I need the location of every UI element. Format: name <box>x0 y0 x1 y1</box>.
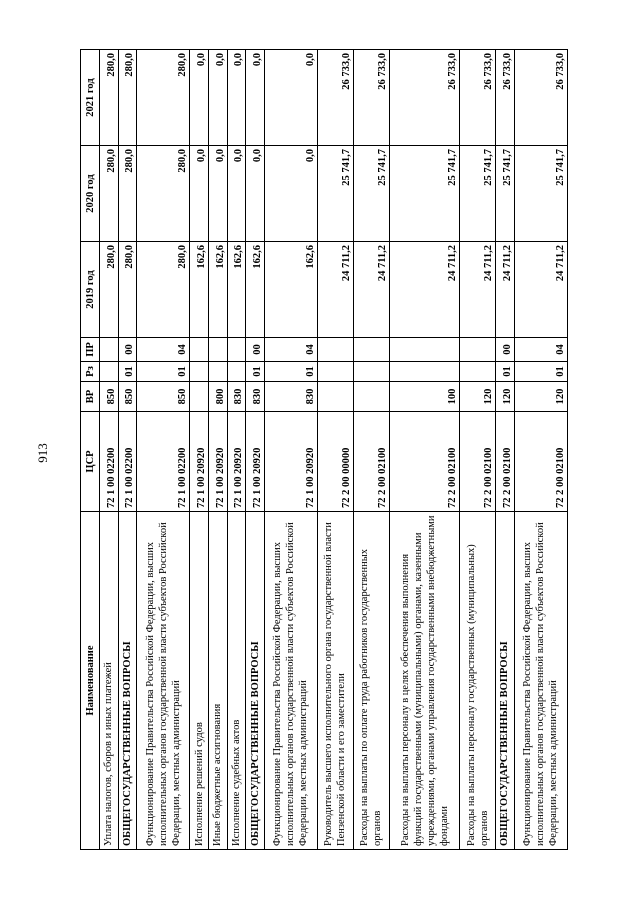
row-vr: 830 <box>264 382 317 412</box>
row-csr: 72 2 00 02100 <box>514 412 567 512</box>
row-name: ОБЩЕГОСУДАРСТВЕННЫЕ ВОПРОСЫ <box>246 512 265 850</box>
row-2020: 0,0 <box>227 146 246 242</box>
row-2020: 280,0 <box>100 146 119 242</box>
row-csr: 72 1 00 20920 <box>190 412 209 512</box>
row-rz: 01 <box>496 362 515 382</box>
row-csr: 72 1 00 02200 <box>137 412 190 512</box>
row-2019: 280,0 <box>100 242 119 338</box>
row-vr: 120 <box>460 382 496 412</box>
row-pr <box>460 338 496 362</box>
row-2021: 26 733,0 <box>496 50 515 146</box>
table-row <box>209 50 228 850</box>
row-vr: 850 <box>118 382 137 412</box>
row-2019: 24 711,2 <box>318 242 354 338</box>
header-pr: ПР <box>81 338 100 362</box>
row-name: Иные бюджетные ассигнования <box>209 512 228 850</box>
row-vr: 830 <box>227 382 246 412</box>
row-2021: 26 733,0 <box>514 50 567 146</box>
row-rz <box>353 362 389 382</box>
row-2021: 26 733,0 <box>353 50 389 146</box>
row-2019: 162,6 <box>264 242 317 338</box>
row-2020: 280,0 <box>137 146 190 242</box>
row-csr: 72 1 00 02200 <box>100 412 119 512</box>
header-csr: ЦСР <box>81 412 100 512</box>
row-vr: 100 <box>389 382 459 412</box>
row-name: Функционирование Правительства Российской Федерации, высших исполнительных органов государственной власти субъектов Российской Федерации, местных администраций <box>264 512 317 850</box>
row-rz: 01 <box>264 362 317 382</box>
row-pr <box>353 338 389 362</box>
row-2019: 24 711,2 <box>514 242 567 338</box>
table-row <box>264 50 317 850</box>
table-row <box>389 50 459 850</box>
row-2020: 25 741,7 <box>318 146 354 242</box>
row-csr: 72 2 00 02100 <box>460 412 496 512</box>
row-rz <box>460 362 496 382</box>
row-name: ОБЩЕГОСУДАРСТВЕННЫЕ ВОПРОСЫ <box>118 512 137 850</box>
row-name: Функционирование Правительства Российской Федерации, высших исполнительных органов государственной власти субъектов Российской Федерации, местных администраций <box>514 512 567 850</box>
row-2019: 280,0 <box>137 242 190 338</box>
row-csr: 72 1 00 02200 <box>118 412 137 512</box>
row-2019: 280,0 <box>118 242 137 338</box>
row-2019: 24 711,2 <box>496 242 515 338</box>
row-name: ОБЩЕГОСУДАРСТВЕННЫЕ ВОПРОСЫ <box>496 512 515 850</box>
row-name: Расходы на выплаты по оплате труда работников государственных органов <box>353 512 389 850</box>
row-pr <box>227 338 246 362</box>
table-row <box>190 50 209 850</box>
row-csr: 72 2 00 02100 <box>353 412 389 512</box>
row-vr: 850 <box>137 382 190 412</box>
table-row <box>514 50 567 850</box>
row-name: Расходы на выплаты персоналу в целях обеспечения выполнения функций государственными (муниципальными) органами, казенными учреждениями, органами управления государственными внебюджетными фондами <box>389 512 459 850</box>
row-rz: 01 <box>137 362 190 382</box>
row-2020: 25 741,7 <box>353 146 389 242</box>
header-2019: 2019 год <box>81 242 100 338</box>
row-2021: 0,0 <box>264 50 317 146</box>
row-rz <box>227 362 246 382</box>
row-2021: 280,0 <box>100 50 119 146</box>
row-2020: 0,0 <box>246 146 265 242</box>
row-2019: 24 711,2 <box>353 242 389 338</box>
row-rz <box>100 362 119 382</box>
row-vr <box>318 382 354 412</box>
row-vr <box>353 382 389 412</box>
row-2020: 0,0 <box>190 146 209 242</box>
row-pr <box>190 338 209 362</box>
row-2021: 26 733,0 <box>389 50 459 146</box>
table-row <box>100 50 119 850</box>
table-row <box>246 50 265 850</box>
row-vr: 830 <box>246 382 265 412</box>
row-vr: 120 <box>496 382 515 412</box>
row-pr: 00 <box>496 338 515 362</box>
row-pr: 04 <box>264 338 317 362</box>
budget-table <box>80 49 568 850</box>
page-number: 913 <box>35 442 50 463</box>
row-pr <box>209 338 228 362</box>
row-pr: 04 <box>514 338 567 362</box>
row-pr <box>100 338 119 362</box>
row-2020: 0,0 <box>264 146 317 242</box>
row-vr: 120 <box>514 382 567 412</box>
row-2019: 24 711,2 <box>460 242 496 338</box>
table-row <box>460 50 496 850</box>
row-pr <box>389 338 459 362</box>
row-name: Уплата налогов, сборов и иных платежей <box>100 512 119 850</box>
row-rz <box>389 362 459 382</box>
row-vr: 800 <box>209 382 228 412</box>
row-csr: 72 1 00 20920 <box>264 412 317 512</box>
row-csr: 72 2 00 02100 <box>496 412 515 512</box>
row-vr: 850 <box>100 382 119 412</box>
header-2021: 2021 год <box>81 50 100 146</box>
row-rz <box>209 362 228 382</box>
row-name: Исполнение судебных актов <box>227 512 246 850</box>
row-csr: 72 1 00 20920 <box>246 412 265 512</box>
table-row <box>118 50 137 850</box>
row-2020: 25 741,7 <box>460 146 496 242</box>
row-csr: 72 1 00 20920 <box>227 412 246 512</box>
table-row <box>353 50 389 850</box>
row-2020: 280,0 <box>118 146 137 242</box>
table-row <box>318 50 354 850</box>
row-2021: 0,0 <box>227 50 246 146</box>
row-2021: 280,0 <box>118 50 137 146</box>
row-pr <box>318 338 354 362</box>
header-rz: Рз <box>81 362 100 382</box>
row-2019: 162,6 <box>209 242 228 338</box>
row-csr: 72 2 00 02100 <box>389 412 459 512</box>
header-name: Наименование <box>81 512 100 850</box>
row-2021: 26 733,0 <box>318 50 354 146</box>
row-2021: 0,0 <box>209 50 228 146</box>
header-2020: 2020 год <box>81 146 100 242</box>
table-row <box>227 50 246 850</box>
table-header-row <box>81 50 100 850</box>
row-name: Расходы на выплаты персоналу государственных (муниципальных) органов <box>460 512 496 850</box>
header-vr: ВР <box>81 382 100 412</box>
row-rz: 01 <box>246 362 265 382</box>
page-number-container <box>29 0 57 905</box>
budget-table-rotated <box>80 50 568 850</box>
table-row <box>496 50 515 850</box>
row-2019: 162,6 <box>246 242 265 338</box>
row-2021: 0,0 <box>246 50 265 146</box>
row-2021: 280,0 <box>137 50 190 146</box>
row-2021: 26 733,0 <box>460 50 496 146</box>
row-2020: 25 741,7 <box>496 146 515 242</box>
row-name: Руководитель высшего исполнительного органа государственной власти Пензенской области и его заместители <box>318 512 354 850</box>
row-2020: 0,0 <box>209 146 228 242</box>
row-rz <box>190 362 209 382</box>
row-2020: 25 741,7 <box>389 146 459 242</box>
row-2019: 162,6 <box>227 242 246 338</box>
row-rz: 01 <box>118 362 137 382</box>
row-name: Функционирование Правительства Российской Федерации, высших исполнительных органов государственной власти субъектов Российской Федерации, местных администраций <box>137 512 190 850</box>
row-2020: 25 741,7 <box>514 146 567 242</box>
row-rz: 01 <box>514 362 567 382</box>
row-2021: 0,0 <box>190 50 209 146</box>
row-vr <box>190 382 209 412</box>
row-2019: 24 711,2 <box>389 242 459 338</box>
row-pr: 00 <box>118 338 137 362</box>
row-name: Исполнение решений судов <box>190 512 209 850</box>
row-pr: 04 <box>137 338 190 362</box>
row-2019: 162,6 <box>190 242 209 338</box>
table-row <box>137 50 190 850</box>
row-csr: 72 1 00 20920 <box>209 412 228 512</box>
row-pr: 00 <box>246 338 265 362</box>
row-rz <box>318 362 354 382</box>
row-csr: 72 2 00 00000 <box>318 412 354 512</box>
